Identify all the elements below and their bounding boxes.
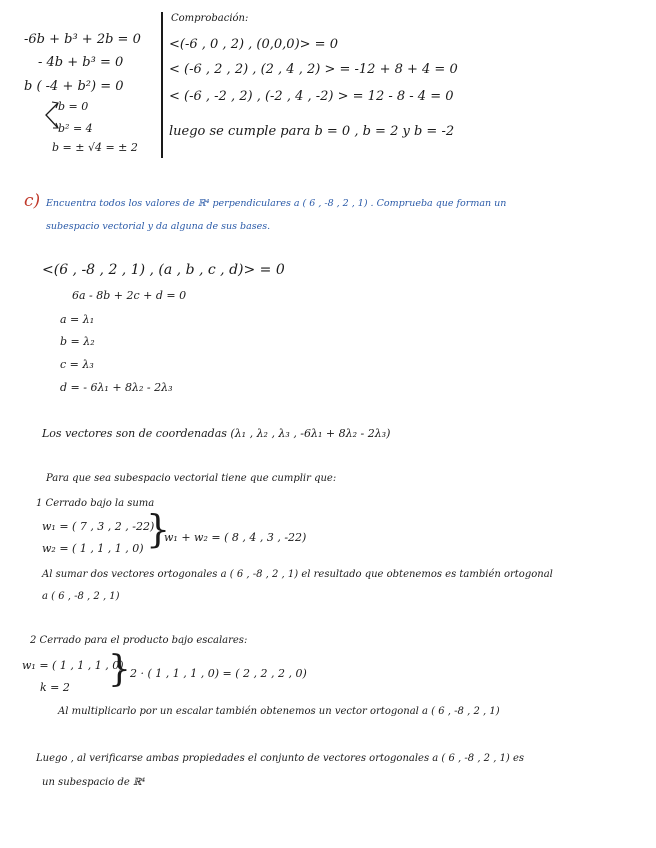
closure-sum-heading: 1 Cerrado bajo la suma — [36, 498, 155, 509]
scalar-explanation: Al multiplicarlo por un escalar también obtenemos un vector ortogonal a ( 6 , -8 , 2 , 1) — [58, 706, 500, 717]
param-b: b = λ₂ — [60, 335, 95, 348]
conclusion-2: un subespacio de ℝ⁴ — [42, 777, 146, 788]
section-c-label: c) — [24, 191, 41, 211]
top-left-line-1: -6b + b³ + 2b = 0 — [24, 32, 141, 47]
vector-sum: w₁ + w₂ = ( 8 , 4 , 3 , -22) — [164, 531, 307, 544]
check-line-4: luego se cumple para b = 0 , b = 2 y b = -2 — [169, 124, 455, 139]
check-line-2: < (-6 , 2 , 2) , (2 , 4 , 2) > = -12 + 8 + 4 = 0 — [169, 62, 458, 77]
vector-w2: w₂ = ( 1 , 1 , 1 , 0) — [42, 542, 144, 555]
top-left-line-3: b ( -4 + b²) = 0 — [24, 79, 124, 94]
conclusion-1: Luego , al verificarse ambas propiedades el conjunto de vectores ortogonales a ( 6 , -8 , 2 , 1) es — [36, 753, 525, 764]
top-left-line-4: b = 0 — [58, 100, 89, 113]
brace-icon: } — [146, 507, 171, 551]
scalar-k: k = 2 — [40, 681, 70, 694]
brace-icon: } — [108, 649, 131, 690]
param-d: d = - 6λ₁ + 8λ₂ - 2λ₃ — [60, 381, 173, 394]
param-c: c = λ₃ — [60, 358, 94, 371]
check-line-1: <(-6 , 0 , 2) , (0,0,0)> = 0 — [169, 37, 338, 52]
vector-w1: w₁ = ( 7 , 3 , 2 , -22) — [42, 520, 155, 533]
top-left-line-2: - 4b + b³ = 0 — [38, 55, 124, 70]
subspace-condition-intro: Para que sea subespacio vectorial tiene que cumplir que: — [46, 473, 337, 484]
inner-product-eq: <(6 , -8 , 2 , 1) , (a , b , c , d)> = 0 — [42, 262, 285, 278]
top-left-line-6: b = ± √4 = ± 2 — [52, 141, 138, 154]
vector-w1-scalar: w₁ = ( 1 , 1 , 1 , 0) — [22, 659, 124, 672]
section-c-statement-2: subespacio vectorial y da alguna de sus bases. — [46, 221, 271, 232]
scalar-product: 2 · ( 1 , 1 , 1 , 0) = ( 2 , 2 , 2 , 0) — [130, 667, 307, 680]
section-c-statement-1: Encuentra todos los valores de ℝ⁴ perpendiculares a ( 6 , -8 , 2 , 1) . Comprueba que forman un — [46, 198, 507, 209]
check-title: Comprobación: — [171, 13, 249, 24]
branch-arrow-icon — [38, 98, 62, 134]
sum-explanation-1: Al sumar dos vectores ortogonales a ( 6 , -8 , 2 , 1) el resultado que obtenemos es también ortogonal — [42, 569, 553, 580]
check-line-3: < (-6 , -2 , 2) , (-2 , 4 , -2) > = 12 - 8 - 4 = 0 — [169, 89, 454, 104]
vectors-text: Los vectores son de coordenadas (λ₁ , λ₂ , λ₃ , -6λ₁ + 8λ₂ - 2λ₃) — [42, 427, 391, 440]
sum-explanation-2: a ( 6 , -8 , 2 , 1) — [42, 591, 120, 602]
closure-scalar-heading: 2 Cerrado para el producto bajo escalares: — [30, 635, 248, 646]
vertical-divider — [161, 12, 163, 158]
top-left-line-5: b² = 4 — [58, 122, 93, 135]
linear-eq: 6a - 8b + 2c + d = 0 — [72, 289, 187, 302]
param-a: a = λ₁ — [60, 313, 95, 326]
